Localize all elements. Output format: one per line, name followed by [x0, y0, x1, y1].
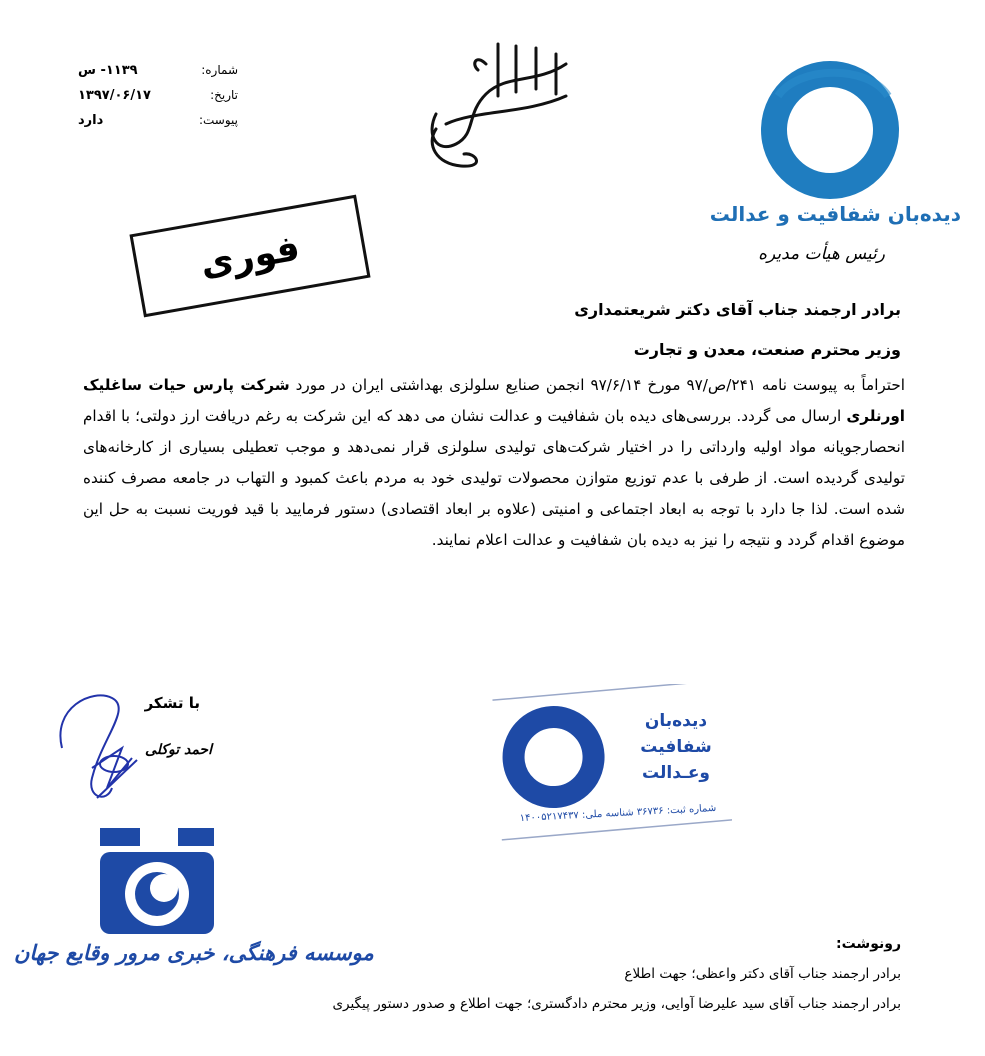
chairman-title: رئیس هیأت مدیره [758, 244, 885, 264]
brand-logo [738, 56, 938, 216]
addressee-title: وزیر محترم صنعت، معدن و تجارت [633, 340, 901, 359]
letter-body [83, 370, 905, 556]
number-value: ۱۱۳۹- س [78, 63, 138, 78]
cc-heading: رونوشت: [836, 936, 901, 952]
seal-registration: شماره ثبت: ۳۶۷۳۶ شناسه ملی: ۱۴۰۰۵۲۱۷۴۳۷ [519, 802, 717, 825]
attachment-label: پیوست: [198, 113, 238, 127]
moj-logo [92, 824, 222, 939]
cc-line-1: برادر ارجمند جناب آقای دکتر واعظی؛ جهت اطلاع [624, 966, 901, 982]
moj-institute-name: موسسه فرهنگی، خبری مرور وقایع جهان [14, 940, 374, 965]
addressee-name: برادر ارجمند جناب آقای دکتر شریعتمداری [574, 300, 901, 319]
seal-line-3: وعـدالت [641, 763, 711, 783]
seal-line-1: دیده‌بان [644, 711, 708, 731]
seal-org-name [626, 708, 726, 786]
date-label: تاریخ: [210, 88, 238, 102]
brand-name: دیده‌بان شفافیت و عدالت [709, 202, 961, 226]
meta-number-row [78, 58, 238, 83]
attachment-value: دارد [78, 113, 104, 128]
company-name: شرکت پارس حیات ساغلیک اورنلری [83, 376, 905, 425]
meta-date-row [78, 83, 238, 108]
urgent-stamp: فوری [129, 195, 370, 318]
body-text-2: ارسال می گردد. بررسی‌های دیده بان شفافیت و عدالت نشان می دهد که این شرکت به رغم دریافت ارز دولتی؛ با اقدام انحصارجویانه مواد اولیه وارداتی را در اختیار شرکت‌های تولیدی سلولزی قرار نمی‌دهد و موجب تعطیلی بسیاری از کارخانه‌های تولیدی گردیده است. از طرفی با عدم توزیع متوازن محصولات تولیدی خود به مردم باعث کمبود و التهاب در جامعه مصرف کننده شده است. لذا جا دارد با توجه به ابعاد اجتماعی و امنیتی (علاوه بر ابعاد اقتصادی) دستور فرمایید با قید فوریت نسبت به حل این موضوع اقدام گردد و نتیجه را نیز به دیده بان شفافیت و عدالت اعلام نمایند. [83, 407, 905, 549]
cc-line-2: برادر ارجمند جناب آقای سید علیرضا آوایی، وزیر محترم دادگستری؛ جهت اطلاع و صدور دستور پیگیری [332, 996, 901, 1012]
signer-name: احمد توکلی [145, 742, 212, 758]
seal-line-2: شفافیت [640, 737, 712, 757]
body-text-1: احتراماً به پیوست نامه ۲۴۱/ص/۹۷ مورخ ۹۷/۶/۱۴ انجمن صنایع سلولزی بهداشتی ایران در مورد [295, 376, 905, 394]
number-label: شماره: [201, 63, 238, 77]
date-value: ۱۳۹۷/۰۶/۱۷ [78, 88, 151, 103]
letter-meta [78, 58, 238, 133]
basmala-calligraphy [416, 34, 576, 172]
thanks-text: با تشکر [144, 694, 200, 712]
meta-attachment-row [78, 108, 238, 133]
